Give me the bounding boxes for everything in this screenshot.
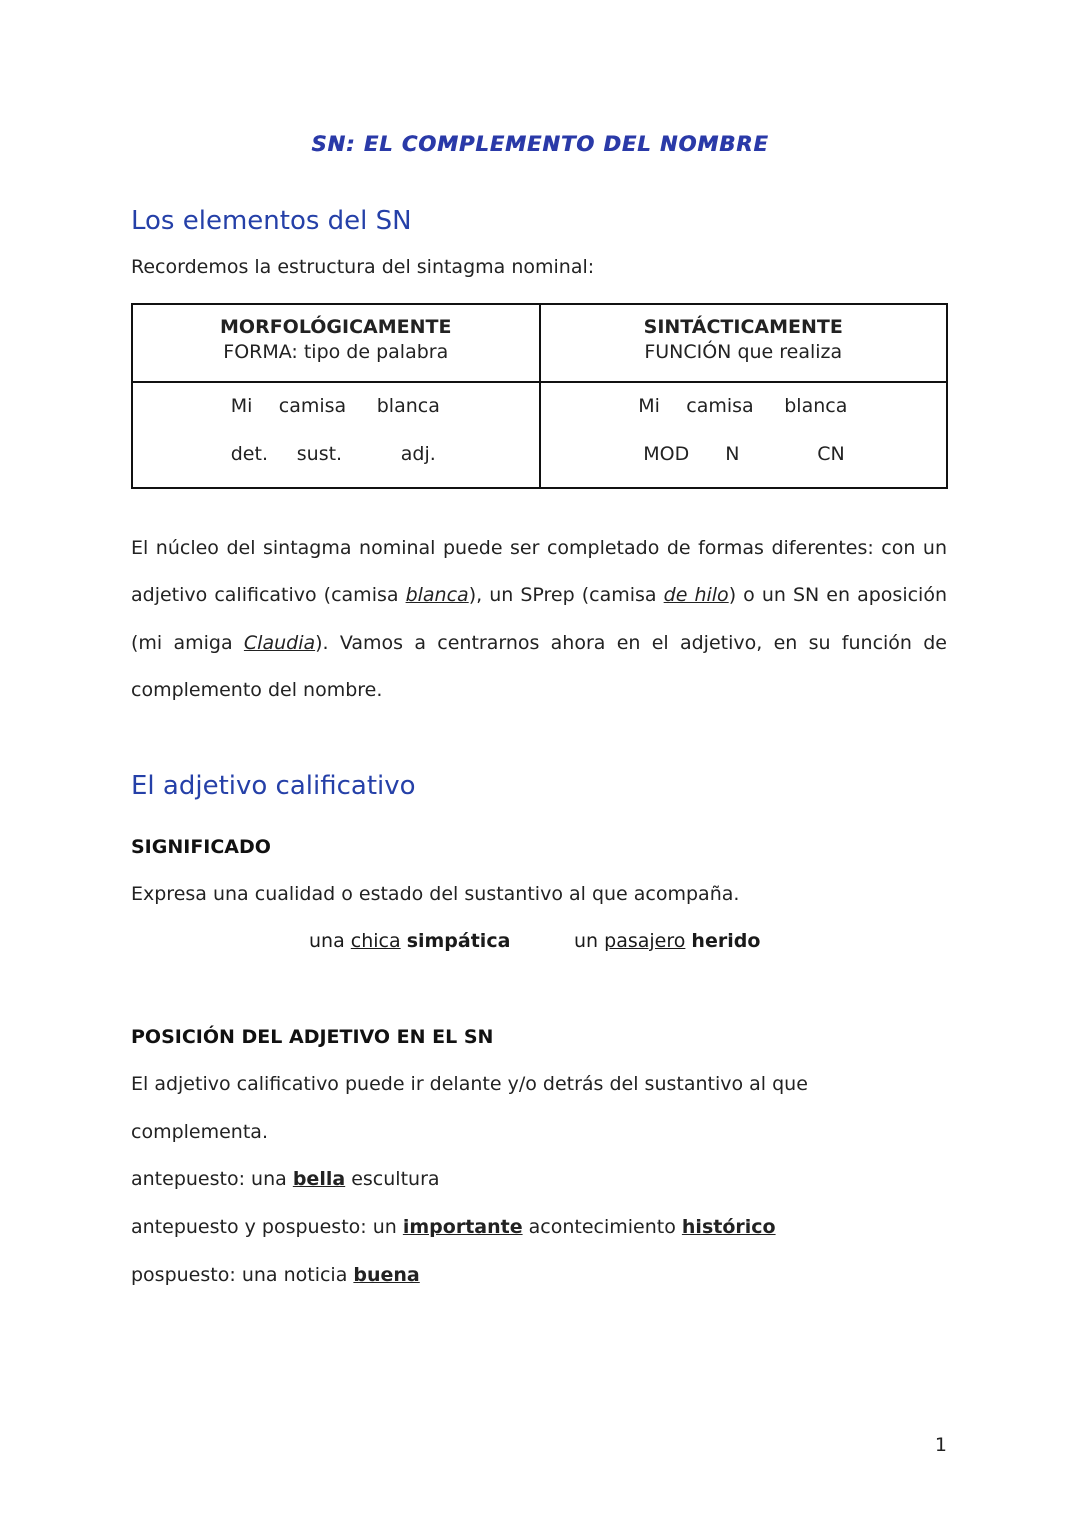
page-title: SN: EL COMPLEMENTO DEL NOMBRE bbox=[311, 132, 769, 156]
subheading-significado: SIGNIFICADO bbox=[131, 836, 271, 858]
column-subheader: FUNCIÓN que realiza bbox=[644, 341, 843, 363]
example-label: pospuesto: bbox=[131, 1264, 236, 1286]
example-det: un bbox=[574, 930, 599, 952]
section-heading-elementos: Los elementos del SN bbox=[131, 206, 412, 236]
table-label: sust. bbox=[296, 443, 343, 465]
example-adj: buena bbox=[353, 1264, 420, 1286]
table-word: blanca bbox=[376, 395, 440, 417]
paragraph-text: ), un SPrep (camisa bbox=[468, 584, 664, 607]
table-label: N bbox=[725, 443, 740, 465]
example-pospuesto bbox=[131, 1264, 420, 1286]
paragraph-text: El núcleo del sintagma nominal puede ser completado de formas diferentes: con un adjetivo calificativo (camisa bbox=[131, 537, 947, 607]
example-det: una bbox=[309, 930, 345, 952]
example-antepuesto bbox=[131, 1168, 440, 1190]
example-text: escultura bbox=[351, 1168, 440, 1190]
example-text: una noticia bbox=[241, 1264, 348, 1286]
table-label: det. bbox=[230, 443, 268, 465]
column-subheader: FORMA: tipo de palabra bbox=[223, 341, 449, 363]
column-header: MORFOLÓGICAMENTE bbox=[220, 316, 452, 338]
table-cell-morfologico bbox=[132, 382, 540, 488]
example-phrase bbox=[309, 930, 510, 952]
example-label: antepuesto y pospuesto: bbox=[131, 1216, 367, 1238]
example-ante-pospuesto bbox=[131, 1216, 776, 1238]
table-word: camisa bbox=[686, 395, 754, 417]
table-cell-sintactico bbox=[540, 382, 948, 488]
table-header-sintactico bbox=[540, 304, 948, 382]
table-word: Mi bbox=[638, 395, 660, 417]
section-heading-adjetivo: El adjetivo calificativo bbox=[131, 771, 416, 801]
table-word: camisa bbox=[278, 395, 347, 417]
posicion-text-line2: complementa. bbox=[131, 1121, 268, 1143]
significado-text: Expresa una cualidad o estado del sustantivo al que acompaña. bbox=[131, 883, 740, 905]
table-word: blanca bbox=[784, 395, 848, 417]
table-word: Mi bbox=[230, 395, 253, 417]
intro-text: Recordemos la estructura del sintagma nominal: bbox=[131, 256, 595, 278]
paragraph-nucleo bbox=[131, 525, 947, 714]
example-adj: bella bbox=[292, 1168, 346, 1190]
example-sprep: de hilo bbox=[663, 584, 729, 607]
table-label: adj. bbox=[400, 443, 436, 465]
example-label: antepuesto: bbox=[131, 1168, 245, 1190]
example-noun: chica bbox=[350, 930, 401, 952]
example-noun: pasajero bbox=[604, 930, 686, 952]
subheading-posicion: POSICIÓN DEL ADJETIVO EN EL SN bbox=[131, 1026, 494, 1048]
example-aposicion: Claudia bbox=[243, 631, 316, 654]
example-phrase bbox=[574, 930, 760, 952]
example-text: una bbox=[251, 1168, 287, 1190]
table-header-morfologico bbox=[132, 304, 540, 382]
paragraph-text: ) o un SN en aposición (mi amiga bbox=[131, 584, 947, 654]
example-text: acontecimiento bbox=[528, 1216, 676, 1238]
posicion-text-line1: El adjetivo calificativo puede ir delante y/o detrás del sustantivo al que bbox=[131, 1073, 808, 1095]
column-header: SINTÁCTICAMENTE bbox=[643, 316, 843, 338]
paragraph-text: ). Vamos a centrarnos ahora en el adjetivo, en su función de complemento del nombre. bbox=[131, 631, 947, 701]
example-text: un bbox=[372, 1216, 397, 1238]
sn-structure-table bbox=[131, 303, 948, 489]
example-adjective: blanca bbox=[405, 584, 469, 607]
page-number: 1 bbox=[934, 1434, 947, 1456]
example-adj: histórico bbox=[681, 1216, 776, 1238]
table-label: CN bbox=[817, 443, 845, 465]
example-adj: importante bbox=[402, 1216, 523, 1238]
example-adj: simpática bbox=[406, 930, 511, 952]
table-label: MOD bbox=[643, 443, 690, 465]
example-adj: herido bbox=[691, 930, 761, 952]
